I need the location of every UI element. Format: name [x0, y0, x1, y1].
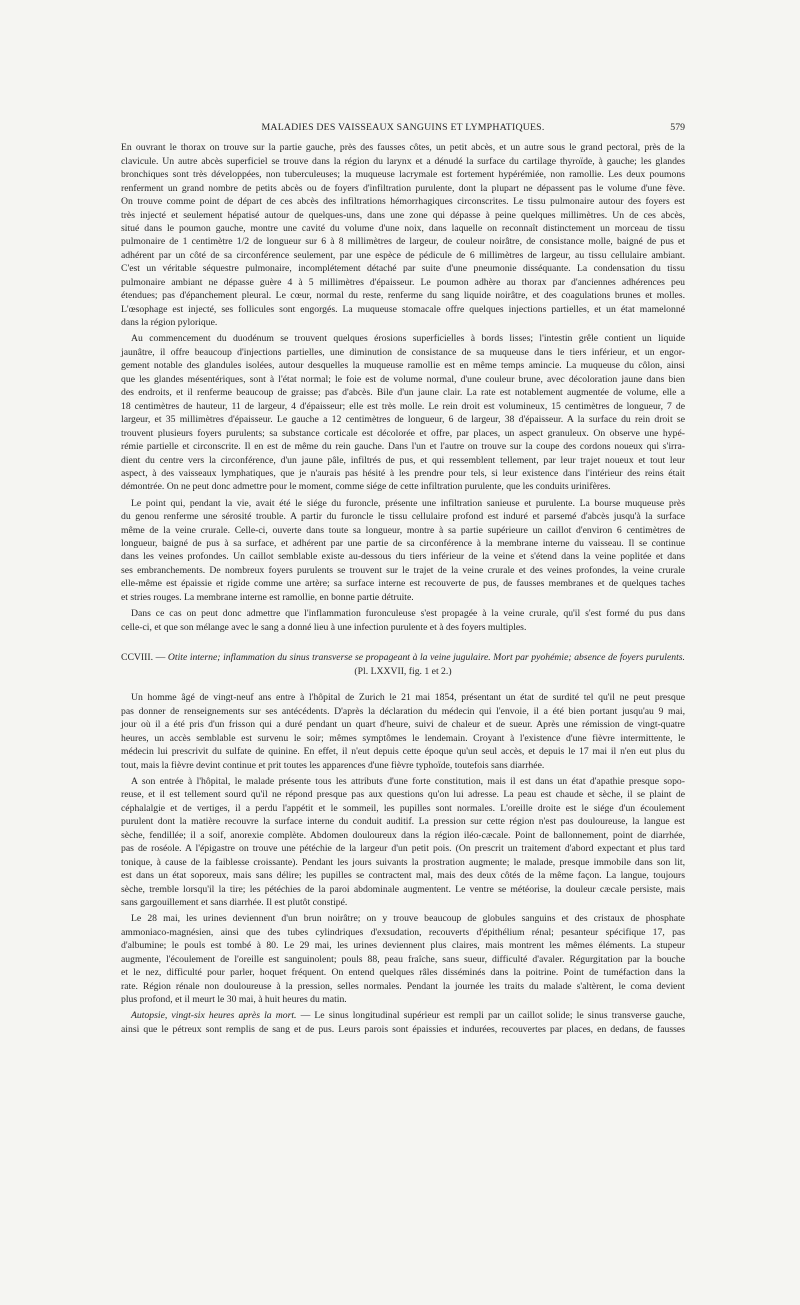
text-run: Dans ce cas on peut donc admettre que l'inflammation furonculeuse s'est propagée à la veine crurale, qu'il s'est formé du pus dans [131, 608, 685, 620]
text-run: largeur, et 35 millimètres d'épaisseur. Le gauche a 12 centimètres de longueur, 6 de largeur, 38 d'épaisseur. A la surface du rein droit se [121, 414, 685, 426]
text-run: longueur, baigné de pus à sa surface, et adhérent par une partie de sa circonférence à la membrane interne du vaisseau. Il se continue [121, 538, 685, 550]
text-run: ses embranchements. De nombreux foyers purulents se trouvent sur le trajet de la veine crurale et des veines profondes, la veine crurale [121, 564, 685, 576]
text-line [121, 467, 685, 480]
text-run: reuse, et il est tellement sourd qu'il ne répond presque pas aux questions qu'on lui adresse. La peau est chaude et sèche, il se plaint de [121, 789, 685, 801]
text-run: très injecté et seulement hépatisé autour de quelques-uns, dans une zone qui dépasse à peine quelques millimètres. Un de ces abcès, [121, 209, 685, 221]
text-run: renferment un grand nombre de petits abcès ou de foyers d'infiltration purulente, dont la plupart ne dépassent pas le volume d'une fève. [121, 182, 685, 194]
text-run: On trouve comme point de départ de ces abcès des infiltrations hémorrhagiques circonscrites. Le tissu pulmonaire autour des foyers est [121, 196, 685, 208]
text-run: dans les veines profondes. Un caillot semblable existe au-dessous du tiers inférieur de la veine et s'étend dans la veine poplitée et dans [121, 551, 685, 563]
text-run: celle-ci, et que son mélange avec le sang a donné lieu à une infection purulente et à des foyers multiples. [121, 621, 527, 633]
text-run: et stries rouges. La membrane interne est ramollie, en bonne partie détruite. [121, 591, 414, 603]
text-line [121, 209, 685, 222]
plate-reference: (Pl. LXXVII, fig. 1 et 2.) [354, 666, 452, 678]
text-run: L'œsophage est injecté, ses follicules sont engorgés. La muqueuse stomacale offre quelques injections partielles, et un état mamelonné [121, 303, 685, 315]
text-run: gement notable des glandules isolées, autour desquelles la muqueuse ramollie est en même temps amincie. La muqueuse du côlon, ainsi [121, 360, 685, 372]
text-line [121, 607, 685, 620]
text-run: d'albumine; le pouls est tombé à 80. Le 29 mai, les urines deviennent plus claires, mais montrent les mêmes éléments. La stupeur [121, 940, 685, 952]
text-line [121, 980, 685, 993]
text-line [121, 497, 685, 510]
text-line [121, 966, 685, 979]
text-line [121, 621, 685, 634]
text-line [121, 400, 685, 413]
text-run: situé dans le poumon gauche, montre une cavité du volume d'une noix, dans laquelle on reconnaît distinctement un morceau de tissu [121, 223, 685, 235]
text-run: jour où il a été pris d'un frisson qui a duré pendant un quart d'heure, suivi de chaleur et de sueur. Après une rémission de vingt-quatre [121, 719, 685, 731]
text-line [121, 440, 685, 453]
text-run: rémie partielle et circonscrite. Il en est de même du rein gauche. Dans l'un et l'autre on trouve sur la coupe des cordons noueux qui s'irra- [121, 441, 685, 453]
text-run: sèche, fendillée; il a soif, anorexie complète. Abdomen douloureux dans la région iléo-cæcale. Point de ballonnement, point de diarrhée, [121, 829, 685, 841]
text-run: Le 28 mai, les urines deviennent d'un brun noirâtre; on y trouve beaucoup de globules sanguins et des cristaux de phosphate [131, 913, 685, 925]
text-run: Le point qui, pendant la vie, avait été le siége du furoncle, présente une infiltration sanieuse et purulente. La bourse muqueuse près [131, 497, 685, 509]
text-run: est dans un état soporeux, mais sans délire; les pupilles se contractent mal, mais des deux côtés de la même façon. La langue, toujours [121, 870, 685, 882]
text-run: que les glandes mésentériques, sont à l'état normal; le foie est de volume normal, d'une couleur brune, avec décoloration jaune dans bien [121, 373, 685, 385]
text-line [121, 745, 685, 758]
text-run: des endroits, et il renferme beaucoup de graisse; pas d'abcès. Bile d'un jaune clair. La rate est notablement augmentée de volume, elle a [121, 387, 685, 399]
text-line [121, 316, 685, 329]
text-run: adhérent par un côté de sa circonférence seulement, par une espèce de pédicule de 6 millimètres de largeur, au tissu cellulaire ambiant. [121, 249, 685, 261]
text-line [121, 939, 685, 952]
text-run: céphalalgie et de vertiges, il a perdu l'appétit et le sommeil, les pupilles sont normales. L'oreille droite est le siége d'un écoulement [121, 802, 685, 814]
text-line [121, 346, 685, 359]
text-run: jaunâtre, il offre beaucoup d'injections partielles, une diminution de consistance de sa muqueuse dans le tiers inférieur, et un engor- [121, 346, 685, 358]
section-title [121, 651, 685, 664]
text-line [121, 303, 685, 316]
paragraph [121, 691, 685, 772]
text-line [121, 427, 685, 440]
text-line [121, 480, 685, 493]
text-line [121, 926, 685, 939]
text-line [121, 413, 685, 426]
text-run: aspect, à des vaisseaux lymphatiques, que je n'aurais pas hésité à les prendre pour tels, si leur existence dans l'intérieur des reins était [121, 467, 685, 479]
section-heading [121, 651, 685, 679]
text-run: — Le sinus longitudinal supérieur est rempli par un caillot solide; le sinus transverse gauche, [296, 1010, 685, 1022]
text-run: tout, mais la fièvre devint continue et prit toutes les apparences d'une fièvre typhoïde, toutefois sans diarrhée. [121, 759, 545, 771]
running-head [121, 122, 685, 134]
text-line [121, 953, 685, 966]
text-run: pas de roséole. A l'épigastre on trouve une pétéchie de la largeur d'un petit pois. (On prescrit un traitement d'abord expectant et plus tard [121, 843, 685, 855]
text-line [121, 359, 685, 372]
text-line [121, 195, 685, 208]
text-line [121, 524, 685, 537]
running-title: MALADIES DES VAISSEAUX SANGUINS ET LYMPHATIQUES. [261, 122, 545, 133]
text-line [121, 775, 685, 788]
text-line [121, 591, 685, 604]
text-line [121, 869, 685, 882]
text-line [121, 802, 685, 815]
text-line [121, 896, 685, 909]
text-run: rate. Région rénale non douloureuse à la pression, selles normales. Pendant la journée les traits du malade s'altèrent, le coma devient [121, 980, 685, 992]
text-line [121, 262, 685, 275]
text-run: et le nez, difficulté pour parler, hoquet fréquent. On entend quelques râles disséminés dans la poitrine. Point de tuméfaction dans la [121, 967, 685, 979]
page-body [121, 141, 685, 1036]
page-number: 579 [670, 122, 685, 133]
paragraph [121, 141, 685, 329]
text-line [121, 289, 685, 302]
text-line [121, 1009, 685, 1022]
paragraph [121, 775, 685, 910]
text-run: sèche, tremble lorsqu'il la tire; les pétéchies de la paroi abdominale augmentent. Le ventre se météorise, la douleur cæcale persiste, mais [121, 883, 685, 895]
italic-text: Otite interne; inflammation du sinus transverse se propageant à la veine jugulaire. Mort par pyohémie; absence de foyers purulents. [167, 651, 685, 663]
text-run: pulmonaire ambiant ne dépasse guère 4 à 5 millimètres d'épaisseur. Le poumon adhère au thorax par d'anciennes adhérences peu [121, 276, 685, 288]
text-run: 18 centimètres de hauteur, 11 de largeur, 4 d'épaisseur; elle est très molle. Le rein droit est volumineux, 15 centimètres de longueur, 7 de [121, 400, 685, 412]
text-line [121, 249, 685, 262]
text-line [121, 1023, 685, 1036]
italic-text: Autopsie, vingt-six heures après la mort. [131, 1010, 297, 1022]
text-line [121, 564, 685, 577]
text-run: ainsi que le pétreux sont remplis de sang et de pus. Leurs parois sont épaissies et indurées, recouvertes par places, en dedans, de fausses [121, 1023, 685, 1035]
text-run: heures, un accès semblable est survenu le soir; mêmes symptômes le lendemain. Croyant à l'existence d'une fièvre intermittente, le [121, 732, 685, 744]
text-run: même de la veine crurale. Celle-ci, ouverte dans toute sa longueur, montre à sa partie supérieure un caillot d'environ 6 centimètres de [121, 524, 685, 536]
paragraph [121, 912, 685, 1006]
text-run: plus profond, et il meurt le 30 mai, à huit heures du matin. [121, 993, 347, 1005]
text-line [121, 454, 685, 467]
text-run: En ouvrant le thorax on trouve sur la partie gauche, près des fausses côtes, un petit abcès, et un autre sous le grand pectoral, près de la [121, 142, 685, 154]
text-line [121, 168, 685, 181]
text-line [121, 386, 685, 399]
text-run: du genou renferme une sérosité trouble. A partir du furoncle le tissu cellulaire profond est induré et parsemé d'abcès jusqu'à la surface [121, 511, 685, 523]
text-line [121, 705, 685, 718]
text-run: trouvent plusieurs foyers purulents; sa substance corticale est décolorée et offre, par places, un aspect granuleux. On observe une hypé- [121, 427, 685, 439]
text-run: pas donner de renseignements sur ses antécédents. D'après la déclaration du médecin qui l'envoie, il a été bien portant jusqu'au 9 mai, [121, 705, 685, 717]
text-line [121, 235, 685, 248]
text-line [121, 510, 685, 523]
text-run: CCVIII. — [121, 651, 168, 663]
text-line [121, 856, 685, 869]
text-line [121, 276, 685, 289]
text-line [121, 788, 685, 801]
text-run: A son entrée à l'hôpital, le malade présente tous les attributs d'une forte constitution, mais il est dans un état d'apathie presque sopo- [131, 775, 685, 787]
text-run: tonique, à cause de la faiblesse croissante). Pendant les jours suivants la prostration augmente; le malade, presque immobile dans son lit, [121, 856, 685, 868]
text-run: pulmonaire de 1 centimètre 1/2 de longueur sur 6 à 8 millimètres de largeur, de couleur noirâtre, de consistance molle, baigné de pus et [121, 236, 685, 248]
text-run: bronchiques sont très développées, non tuberculeuses; la muqueuse lacrymale est fortement hypérémiée, non ramollie. Les deux poumons [121, 169, 685, 181]
text-line [121, 537, 685, 550]
text-run: démontrée. On ne peut donc admettre pour le moment, comme siége de cette infiltration purulente, que les conduits urinifères. [121, 481, 611, 493]
text-run: purulent dont la matière recouvre la surface interne du conduit auditif. La pression sur cette région n'est pas douloureuse, la langue est [121, 816, 685, 828]
text-run: elle-même est épaissie et rigide comme une artère; sa surface interne est recouverte de pus, de fausses membranes et de quelques taches [121, 578, 685, 590]
paragraph [121, 497, 685, 605]
text-line [121, 842, 685, 855]
text-line [121, 182, 685, 195]
text-line [121, 732, 685, 745]
text-line [121, 373, 685, 386]
text-run: augmente, l'écoulement de l'oreille est sanguinolent; pouls 88, peau fraîche, sans sueur, difficulté d'avaler. Régurgitation par la bouche [121, 953, 685, 965]
text-line [121, 759, 685, 772]
text-run: C'est un véritable séquestre pulmonaire, incomplétement détaché par suite d'une pneumonie disséquante. La condensation du tissu [121, 263, 685, 275]
text-line [121, 691, 685, 704]
text-run: ammoniaco-magnésien, ainsi que des tubes cylindriques d'exsudation, recouverts d'épithélium rénal; pesanteur spécifique 17, pas [121, 926, 685, 938]
text-run: dans la région pylorique. [121, 317, 218, 329]
text-line [121, 718, 685, 731]
text-line [121, 883, 685, 896]
paragraph [121, 332, 685, 493]
text-run: Au commencement du duodénum se trouvent quelques érosions superficielles à bords lisses; l'intestin grêle contient un liquide [131, 333, 685, 345]
paragraph [121, 1009, 685, 1036]
text-line [121, 550, 685, 563]
text-line [121, 577, 685, 590]
text-line [121, 141, 685, 154]
text-run: médecin lui prescrivit du sulfate de quinine. En effet, il n'eut depuis cette époque qu'un seul accès, et depuis le 17 mai il n'en eut plus du [121, 746, 685, 758]
text-line [121, 155, 685, 168]
text-run: Un homme âgé de vingt-neuf ans entre à l'hôpital de Zurich le 21 mai 1854, présentant un état de surdité tel qu'il ne peut presque [131, 692, 685, 704]
text-line [121, 912, 685, 925]
text-line [121, 829, 685, 842]
text-line [121, 332, 685, 345]
text-run: clavicule. Un autre abcès superficiel se trouve dans la région du larynx et a dénudé la surface du cartilage thyroïde, à gauche; les glandes [121, 155, 685, 167]
text-line [121, 993, 685, 1006]
text-line [121, 815, 685, 828]
text-run: dient du centre vers la circonférence, d'un jaune pâle, infiltrés de pus, et qui ressemblent tellement, par leur trajet noueux et tout leur [121, 454, 685, 466]
paragraph [121, 607, 685, 634]
text-line [121, 222, 685, 235]
text-run: étendues; pas d'épanchement pleural. Le cœur, normal du reste, renferme du sang liquide noirâtre, et des coagulations brunes et molles. [121, 290, 685, 302]
text-run: sans gargouillement et sans diarrhée. Il est plutôt constipé. [121, 897, 348, 908]
